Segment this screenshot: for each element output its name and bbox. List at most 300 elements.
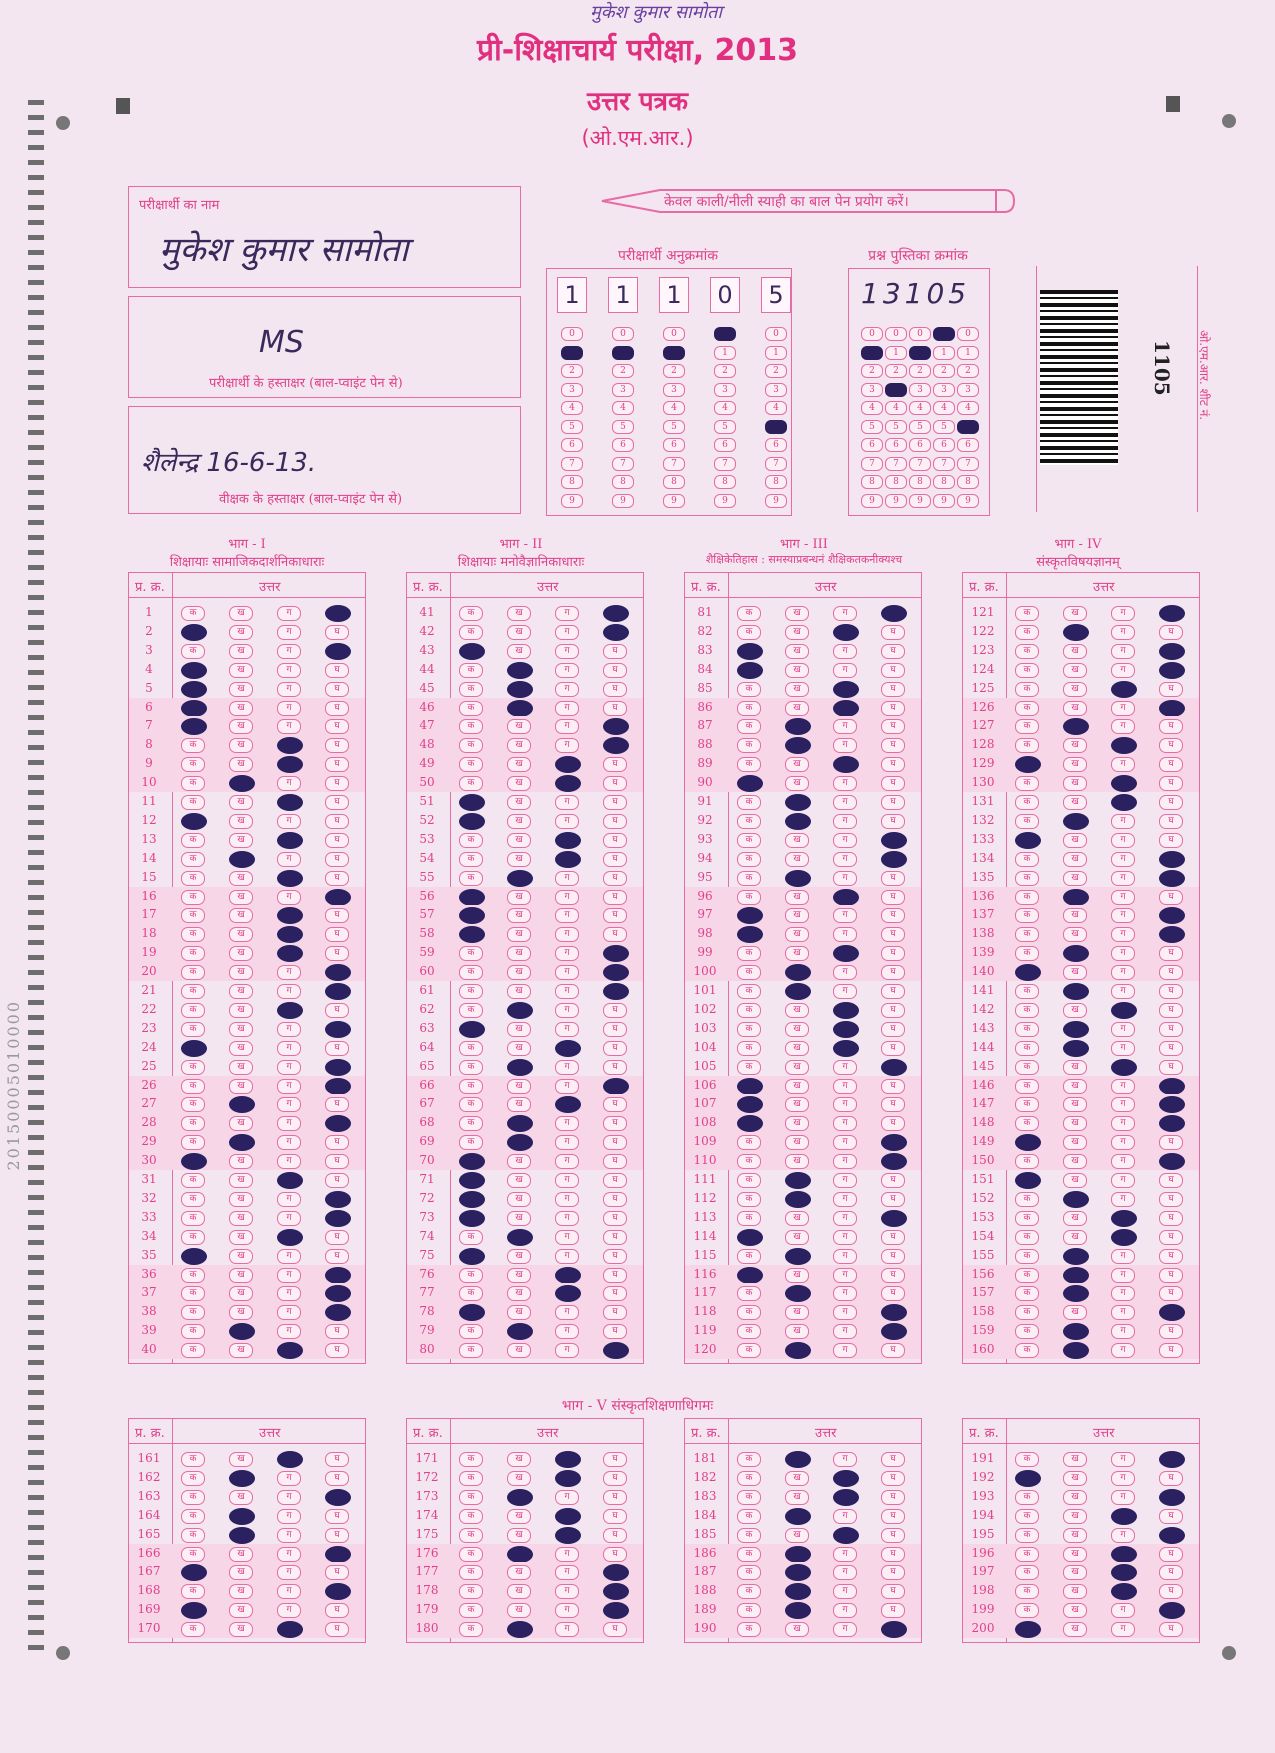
answer-bubble[interactable]: घ (1159, 795, 1183, 810)
answer-bubble[interactable]: ग (277, 1079, 301, 1094)
answer-bubble[interactable] (507, 1621, 533, 1638)
answer-bubble[interactable]: ग (555, 1249, 579, 1264)
answer-bubble[interactable]: घ (603, 927, 627, 942)
answer-bubble[interactable]: ग (555, 908, 579, 923)
answer-bubble[interactable]: ग (277, 644, 301, 659)
answer-bubble[interactable]: क (737, 1192, 761, 1207)
answer-bubble[interactable]: ख (507, 927, 531, 942)
answer-bubble[interactable] (277, 1451, 303, 1468)
answer-bubble[interactable] (325, 1267, 351, 1284)
answer-bubble[interactable] (881, 1059, 907, 1076)
answer-bubble[interactable]: क (181, 776, 205, 791)
answer-bubble[interactable]: क (737, 946, 761, 961)
answer-bubble[interactable]: ग (833, 871, 857, 886)
answer-bubble[interactable]: घ (325, 871, 349, 886)
answer-bubble[interactable]: घ (325, 833, 349, 848)
digit-bubble[interactable]: 4 (663, 401, 685, 415)
answer-bubble[interactable]: ख (229, 719, 253, 734)
answer-bubble[interactable]: घ (325, 625, 349, 640)
answer-bubble[interactable]: घ (1159, 682, 1183, 697)
answer-bubble[interactable]: घ (1159, 1584, 1183, 1599)
answer-bubble[interactable]: ग (1111, 965, 1135, 980)
answer-bubble[interactable]: ख (507, 814, 531, 829)
answer-bubble[interactable] (1063, 1285, 1089, 1302)
answer-bubble[interactable]: क (181, 890, 205, 905)
answer-bubble[interactable] (555, 1508, 581, 1525)
answer-bubble[interactable]: ग (833, 1173, 857, 1188)
answer-bubble[interactable]: क (1015, 1547, 1039, 1562)
answer-bubble[interactable] (833, 1040, 859, 1057)
answer-bubble[interactable]: ख (1063, 1490, 1087, 1505)
answer-bubble[interactable] (833, 889, 859, 906)
answer-bubble[interactable]: क (1015, 908, 1039, 923)
answer-bubble[interactable]: घ (1159, 984, 1183, 999)
digit-bubble[interactable]: 2 (957, 364, 979, 378)
digit-bubble[interactable]: 0 (612, 327, 634, 341)
answer-bubble[interactable]: घ (1159, 757, 1183, 772)
answer-bubble[interactable]: ग (277, 1603, 301, 1618)
digit-bubble[interactable]: 9 (663, 494, 685, 508)
answer-bubble[interactable]: क (459, 1584, 483, 1599)
digit-bubble[interactable]: 5 (663, 420, 685, 434)
answer-bubble[interactable]: ख (229, 984, 253, 999)
digit-bubble[interactable] (885, 383, 907, 397)
answer-bubble[interactable] (277, 794, 303, 811)
digit-bubble[interactable]: 8 (663, 475, 685, 489)
answer-bubble[interactable] (1063, 718, 1089, 735)
answer-bubble[interactable]: घ (603, 1211, 627, 1226)
answer-bubble[interactable] (737, 1115, 763, 1132)
answer-bubble[interactable]: ग (833, 1286, 857, 1301)
answer-bubble[interactable] (181, 813, 207, 830)
answer-bubble[interactable]: क (181, 1268, 205, 1283)
digit-bubble[interactable]: 6 (861, 438, 883, 452)
answer-bubble[interactable]: ग (833, 1565, 857, 1580)
answer-bubble[interactable]: ख (229, 663, 253, 678)
answer-bubble[interactable]: घ (881, 738, 905, 753)
answer-bubble[interactable] (1015, 832, 1041, 849)
answer-bubble[interactable]: ग (1111, 984, 1135, 999)
answer-bubble[interactable] (181, 700, 207, 717)
answer-bubble[interactable]: ग (833, 1249, 857, 1264)
answer-bubble[interactable]: ग (833, 1211, 857, 1226)
answer-bubble[interactable]: क (459, 833, 483, 848)
answer-bubble[interactable]: ख (507, 1079, 531, 1094)
answer-bubble[interactable] (325, 605, 351, 622)
answer-bubble[interactable]: ख (229, 946, 253, 961)
answer-bubble[interactable] (555, 851, 581, 868)
digit-bubble[interactable]: 7 (714, 457, 736, 471)
answer-bubble[interactable]: ग (555, 1230, 579, 1245)
digit-bubble[interactable] (765, 420, 787, 434)
answer-bubble[interactable] (603, 1583, 629, 1600)
answer-bubble[interactable]: क (181, 1286, 205, 1301)
answer-bubble[interactable]: ख (229, 606, 253, 621)
digit-bubble[interactable]: 5 (933, 420, 955, 434)
digit-bubble[interactable]: 6 (612, 438, 634, 452)
answer-bubble[interactable] (277, 1172, 303, 1189)
digit-bubble[interactable]: 8 (909, 475, 931, 489)
answer-bubble[interactable]: घ (881, 1079, 905, 1094)
answer-bubble[interactable]: क (459, 965, 483, 980)
answer-bubble[interactable]: क (181, 606, 205, 621)
answer-bubble[interactable]: ग (833, 927, 857, 942)
answer-bubble[interactable]: ग (555, 625, 579, 640)
answer-bubble[interactable]: घ (603, 776, 627, 791)
answer-bubble[interactable]: घ (881, 682, 905, 697)
answer-bubble[interactable]: ग (1111, 1097, 1135, 1112)
answer-bubble[interactable] (785, 1172, 811, 1189)
answer-bubble[interactable]: ख (785, 682, 809, 697)
digit-bubble[interactable]: 2 (765, 364, 787, 378)
answer-bubble[interactable]: घ (881, 701, 905, 716)
answer-bubble[interactable] (1159, 1078, 1185, 1095)
answer-bubble[interactable]: क (459, 1509, 483, 1524)
answer-bubble[interactable]: ख (507, 719, 531, 734)
answer-bubble[interactable]: ग (1111, 1603, 1135, 1618)
answer-bubble[interactable]: घ (1159, 1022, 1183, 1037)
answer-bubble[interactable]: ग (555, 1003, 579, 1018)
answer-bubble[interactable] (277, 926, 303, 943)
answer-bubble[interactable]: क (1015, 795, 1039, 810)
answer-bubble[interactable]: क (181, 1097, 205, 1112)
answer-bubble[interactable]: घ (881, 946, 905, 961)
answer-bubble[interactable]: घ (603, 663, 627, 678)
answer-bubble[interactable]: घ (881, 1249, 905, 1264)
answer-bubble[interactable]: घ (603, 814, 627, 829)
answer-bubble[interactable]: ग (555, 663, 579, 678)
answer-bubble[interactable]: ख (1063, 644, 1087, 659)
answer-bubble[interactable] (325, 1210, 351, 1227)
answer-bubble[interactable] (325, 1304, 351, 1321)
answer-bubble[interactable]: घ (603, 1003, 627, 1018)
answer-bubble[interactable]: ग (1111, 852, 1135, 867)
answer-bubble[interactable]: ख (229, 833, 253, 848)
answer-bubble[interactable]: क (737, 814, 761, 829)
answer-bubble[interactable]: घ (881, 757, 905, 772)
answer-bubble[interactable]: क (459, 852, 483, 867)
answer-bubble[interactable]: ग (1111, 1452, 1135, 1467)
answer-bubble[interactable]: ख (507, 833, 531, 848)
answer-bubble[interactable]: ग (1111, 719, 1135, 734)
answer-bubble[interactable]: ख (1063, 1547, 1087, 1562)
answer-bubble[interactable]: ख (785, 1324, 809, 1339)
digit-bubble[interactable]: 7 (561, 457, 583, 471)
answer-bubble[interactable] (1063, 1342, 1089, 1359)
answer-bubble[interactable]: ग (277, 1565, 301, 1580)
answer-bubble[interactable]: ग (555, 606, 579, 621)
digit-bubble[interactable]: 1 (714, 346, 736, 360)
answer-bubble[interactable]: घ (325, 946, 349, 961)
booklet-number-grid[interactable] (848, 268, 990, 516)
digit-bubble[interactable]: 3 (957, 383, 979, 397)
answer-bubble[interactable]: ख (1063, 757, 1087, 772)
answer-bubble[interactable]: ग (555, 814, 579, 829)
answer-bubble[interactable] (277, 756, 303, 773)
answer-bubble[interactable]: ग (1111, 644, 1135, 659)
answer-bubble[interactable] (229, 775, 255, 792)
answer-bubble[interactable]: ग (1111, 1249, 1135, 1264)
answer-bubble[interactable]: ख (785, 625, 809, 640)
answer-bubble[interactable]: ग (833, 814, 857, 829)
answer-bubble[interactable]: क (181, 984, 205, 999)
digit-bubble[interactable]: 3 (765, 383, 787, 397)
answer-bubble[interactable]: घ (325, 814, 349, 829)
answer-bubble[interactable] (1159, 1451, 1185, 1468)
answer-bubble[interactable]: ग (277, 1211, 301, 1226)
answer-bubble[interactable]: ग (277, 1135, 301, 1150)
answer-bubble[interactable]: ख (507, 776, 531, 791)
answer-bubble[interactable]: क (181, 908, 205, 923)
answer-bubble[interactable]: क (737, 852, 761, 867)
answer-bubble[interactable]: क (1015, 738, 1039, 753)
answer-bubble[interactable] (1159, 851, 1185, 868)
answer-bubble[interactable]: ग (833, 1060, 857, 1075)
answer-bubble[interactable] (833, 1527, 859, 1544)
digit-bubble[interactable]: 4 (861, 401, 883, 415)
answer-bubble[interactable]: क (737, 871, 761, 886)
answer-bubble[interactable]: घ (325, 1622, 349, 1637)
answer-bubble[interactable]: घ (325, 1154, 349, 1169)
answer-bubble[interactable]: क (181, 757, 205, 772)
answer-bubble[interactable] (1063, 1267, 1089, 1284)
answer-bubble[interactable]: घ (603, 795, 627, 810)
answer-bubble[interactable]: क (737, 1528, 761, 1543)
answer-bubble[interactable]: क (1015, 1324, 1039, 1339)
answer-bubble[interactable]: क (1015, 1079, 1039, 1094)
answer-bubble[interactable] (785, 1285, 811, 1302)
answer-bubble[interactable]: ख (507, 1471, 531, 1486)
answer-bubble[interactable]: ग (555, 1135, 579, 1150)
digit-bubble[interactable]: 8 (765, 475, 787, 489)
digit-bubble[interactable] (957, 420, 979, 434)
answer-bubble[interactable]: घ (603, 1135, 627, 1150)
answer-bubble[interactable]: ग (1111, 1154, 1135, 1169)
answer-bubble[interactable]: घ (603, 833, 627, 848)
answer-bubble[interactable]: क (459, 1230, 483, 1245)
answer-bubble[interactable] (229, 1096, 255, 1113)
answer-bubble[interactable]: घ (881, 1268, 905, 1283)
answer-bubble[interactable]: क (459, 1116, 483, 1131)
answer-bubble[interactable]: क (1015, 1003, 1039, 1018)
answer-bubble[interactable]: क (737, 738, 761, 753)
answer-bubble[interactable]: ग (833, 984, 857, 999)
answer-bubble[interactable]: ख (1063, 1135, 1087, 1150)
digit-bubble[interactable]: 8 (561, 475, 583, 489)
digit-bubble[interactable]: 3 (909, 383, 931, 397)
answer-bubble[interactable]: घ (881, 1490, 905, 1505)
digit-bubble[interactable]: 2 (561, 364, 583, 378)
answer-bubble[interactable]: क (459, 719, 483, 734)
answer-bubble[interactable]: घ (1159, 719, 1183, 734)
answer-bubble[interactable]: ख (785, 1116, 809, 1131)
answer-bubble[interactable]: क (737, 1022, 761, 1037)
answer-bubble[interactable]: क (737, 682, 761, 697)
digit-bubble[interactable]: 6 (714, 438, 736, 452)
answer-bubble[interactable]: ग (1111, 1079, 1135, 1094)
answer-bubble[interactable]: क (1015, 852, 1039, 867)
answer-bubble[interactable] (603, 1342, 629, 1359)
answer-bubble[interactable]: ख (785, 927, 809, 942)
answer-bubble[interactable]: क (459, 1097, 483, 1112)
answer-bubble[interactable]: ख (229, 1249, 253, 1264)
answer-bubble[interactable]: ख (507, 795, 531, 810)
answer-bubble[interactable]: ख (785, 606, 809, 621)
answer-bubble[interactable] (785, 813, 811, 830)
answer-bubble[interactable]: ग (833, 1343, 857, 1358)
answer-bubble[interactable]: घ (603, 871, 627, 886)
answer-bubble[interactable]: क (1015, 1528, 1039, 1543)
answer-bubble[interactable]: ग (1111, 833, 1135, 848)
answer-bubble[interactable]: ख (1063, 1565, 1087, 1580)
answer-bubble[interactable]: ग (555, 1173, 579, 1188)
answer-bubble[interactable]: क (1015, 1584, 1039, 1599)
answer-bubble[interactable]: ग (555, 682, 579, 697)
answer-bubble[interactable]: घ (1159, 625, 1183, 640)
answer-bubble[interactable]: ग (555, 1154, 579, 1169)
answer-bubble[interactable]: ख (229, 625, 253, 640)
answer-bubble[interactable] (459, 1021, 485, 1038)
answer-bubble[interactable] (881, 1153, 907, 1170)
digit-bubble[interactable]: 9 (765, 494, 787, 508)
answer-bubble[interactable]: घ (603, 1192, 627, 1207)
answer-bubble[interactable]: ख (229, 1343, 253, 1358)
answer-bubble[interactable]: ख (507, 738, 531, 753)
answer-bubble[interactable]: क (737, 1603, 761, 1618)
answer-bubble[interactable]: ग (555, 965, 579, 980)
answer-bubble[interactable]: क (737, 1041, 761, 1056)
answer-bubble[interactable]: क (181, 738, 205, 753)
answer-bubble[interactable]: घ (1159, 1041, 1183, 1056)
answer-bubble[interactable]: क (1015, 625, 1039, 640)
answer-bubble[interactable] (737, 926, 763, 943)
answer-bubble[interactable]: ग (555, 984, 579, 999)
answer-bubble[interactable]: क (459, 1565, 483, 1580)
answer-bubble[interactable]: ख (229, 701, 253, 716)
answer-bubble[interactable]: घ (1159, 776, 1183, 791)
answer-bubble[interactable]: ग (277, 1022, 301, 1037)
answer-bubble[interactable]: ख (1063, 1003, 1087, 1018)
answer-bubble[interactable] (1111, 1508, 1137, 1525)
answer-bubble[interactable] (325, 1489, 351, 1506)
answer-bubble[interactable]: ग (1111, 1622, 1135, 1637)
answer-bubble[interactable]: ख (507, 1097, 531, 1112)
answer-bubble[interactable]: घ (881, 1041, 905, 1056)
answer-bubble[interactable] (459, 1191, 485, 1208)
answer-bubble[interactable]: क (1015, 1565, 1039, 1580)
answer-bubble[interactable]: घ (603, 1324, 627, 1339)
answer-bubble[interactable]: क (181, 1509, 205, 1524)
answer-bubble[interactable]: ख (229, 1173, 253, 1188)
answer-bubble[interactable]: ख (785, 1230, 809, 1245)
answer-bubble[interactable] (785, 1191, 811, 1208)
answer-bubble[interactable]: क (737, 1135, 761, 1150)
answer-bubble[interactable]: ख (1063, 1471, 1087, 1486)
answer-bubble[interactable]: घ (603, 1305, 627, 1320)
answer-bubble[interactable]: ख (1063, 908, 1087, 923)
answer-bubble[interactable] (737, 1267, 763, 1284)
digit-bubble[interactable]: 5 (861, 420, 883, 434)
answer-bubble[interactable] (325, 1583, 351, 1600)
answer-bubble[interactable]: ख (229, 1211, 253, 1226)
answer-bubble[interactable] (1111, 1210, 1137, 1227)
answer-bubble[interactable] (229, 851, 255, 868)
digit-bubble[interactable]: 5 (561, 420, 583, 434)
answer-bubble[interactable]: घ (325, 719, 349, 734)
answer-bubble[interactable]: घ (1159, 946, 1183, 961)
answer-bubble[interactable]: क (737, 1211, 761, 1226)
digit-bubble[interactable]: 7 (885, 457, 907, 471)
answer-bubble[interactable]: क (1015, 701, 1039, 716)
digit-bubble[interactable]: 7 (765, 457, 787, 471)
answer-bubble[interactable] (277, 1621, 303, 1638)
answer-bubble[interactable]: घ (603, 1230, 627, 1245)
answer-bubble[interactable]: घ (603, 1041, 627, 1056)
answer-bubble[interactable]: ख (507, 757, 531, 772)
answer-bubble[interactable] (1111, 1002, 1137, 1019)
answer-bubble[interactable]: ग (833, 1192, 857, 1207)
answer-bubble[interactable] (785, 1508, 811, 1525)
digit-bubble[interactable]: 2 (861, 364, 883, 378)
answer-bubble[interactable]: ख (229, 1565, 253, 1580)
answer-bubble[interactable] (785, 1564, 811, 1581)
answer-bubble[interactable] (325, 1191, 351, 1208)
digit-bubble[interactable]: 1 (765, 346, 787, 360)
answer-bubble[interactable]: घ (1159, 1173, 1183, 1188)
answer-bubble[interactable]: घ (1159, 1003, 1183, 1018)
answer-bubble[interactable]: क (181, 1211, 205, 1226)
answer-bubble[interactable]: ख (229, 1305, 253, 1320)
answer-bubble[interactable]: क (459, 1079, 483, 1094)
digit-bubble[interactable]: 8 (957, 475, 979, 489)
answer-bubble[interactable] (785, 718, 811, 735)
answer-bubble[interactable]: ग (833, 1268, 857, 1283)
answer-bubble[interactable]: क (1015, 1286, 1039, 1301)
answer-bubble[interactable]: क (1015, 1230, 1039, 1245)
answer-bubble[interactable]: क (181, 1116, 205, 1131)
answer-bubble[interactable] (555, 1451, 581, 1468)
answer-bubble[interactable]: ख (229, 871, 253, 886)
answer-bubble[interactable]: ख (507, 1603, 531, 1618)
answer-bubble[interactable] (785, 964, 811, 981)
answer-bubble[interactable] (1063, 1021, 1089, 1038)
answer-bubble[interactable]: घ (881, 1192, 905, 1207)
answer-bubble[interactable] (181, 1040, 207, 1057)
digit-bubble[interactable]: 1 (933, 346, 955, 360)
answer-bubble[interactable] (181, 1153, 207, 1170)
answer-bubble[interactable]: क (737, 1452, 761, 1467)
answer-bubble[interactable] (555, 756, 581, 773)
answer-bubble[interactable]: घ (325, 908, 349, 923)
answer-bubble[interactable]: क (1015, 1116, 1039, 1131)
answer-bubble[interactable] (603, 605, 629, 622)
answer-bubble[interactable]: क (459, 1547, 483, 1562)
answer-bubble[interactable]: क (181, 1490, 205, 1505)
answer-bubble[interactable]: घ (325, 738, 349, 753)
answer-bubble[interactable]: क (737, 890, 761, 905)
answer-bubble[interactable] (459, 643, 485, 660)
answer-bubble[interactable] (881, 1621, 907, 1638)
answer-bubble[interactable]: घ (881, 1509, 905, 1524)
digit-bubble[interactable]: 6 (885, 438, 907, 452)
answer-bubble[interactable]: ग (1111, 1286, 1135, 1301)
answer-bubble[interactable]: ग (833, 1097, 857, 1112)
answer-bubble[interactable]: घ (881, 1452, 905, 1467)
answer-bubble[interactable] (1111, 1564, 1137, 1581)
answer-bubble[interactable]: घ (881, 1565, 905, 1580)
answer-bubble[interactable]: ख (507, 1509, 531, 1524)
answer-bubble[interactable]: ख (1063, 1603, 1087, 1618)
